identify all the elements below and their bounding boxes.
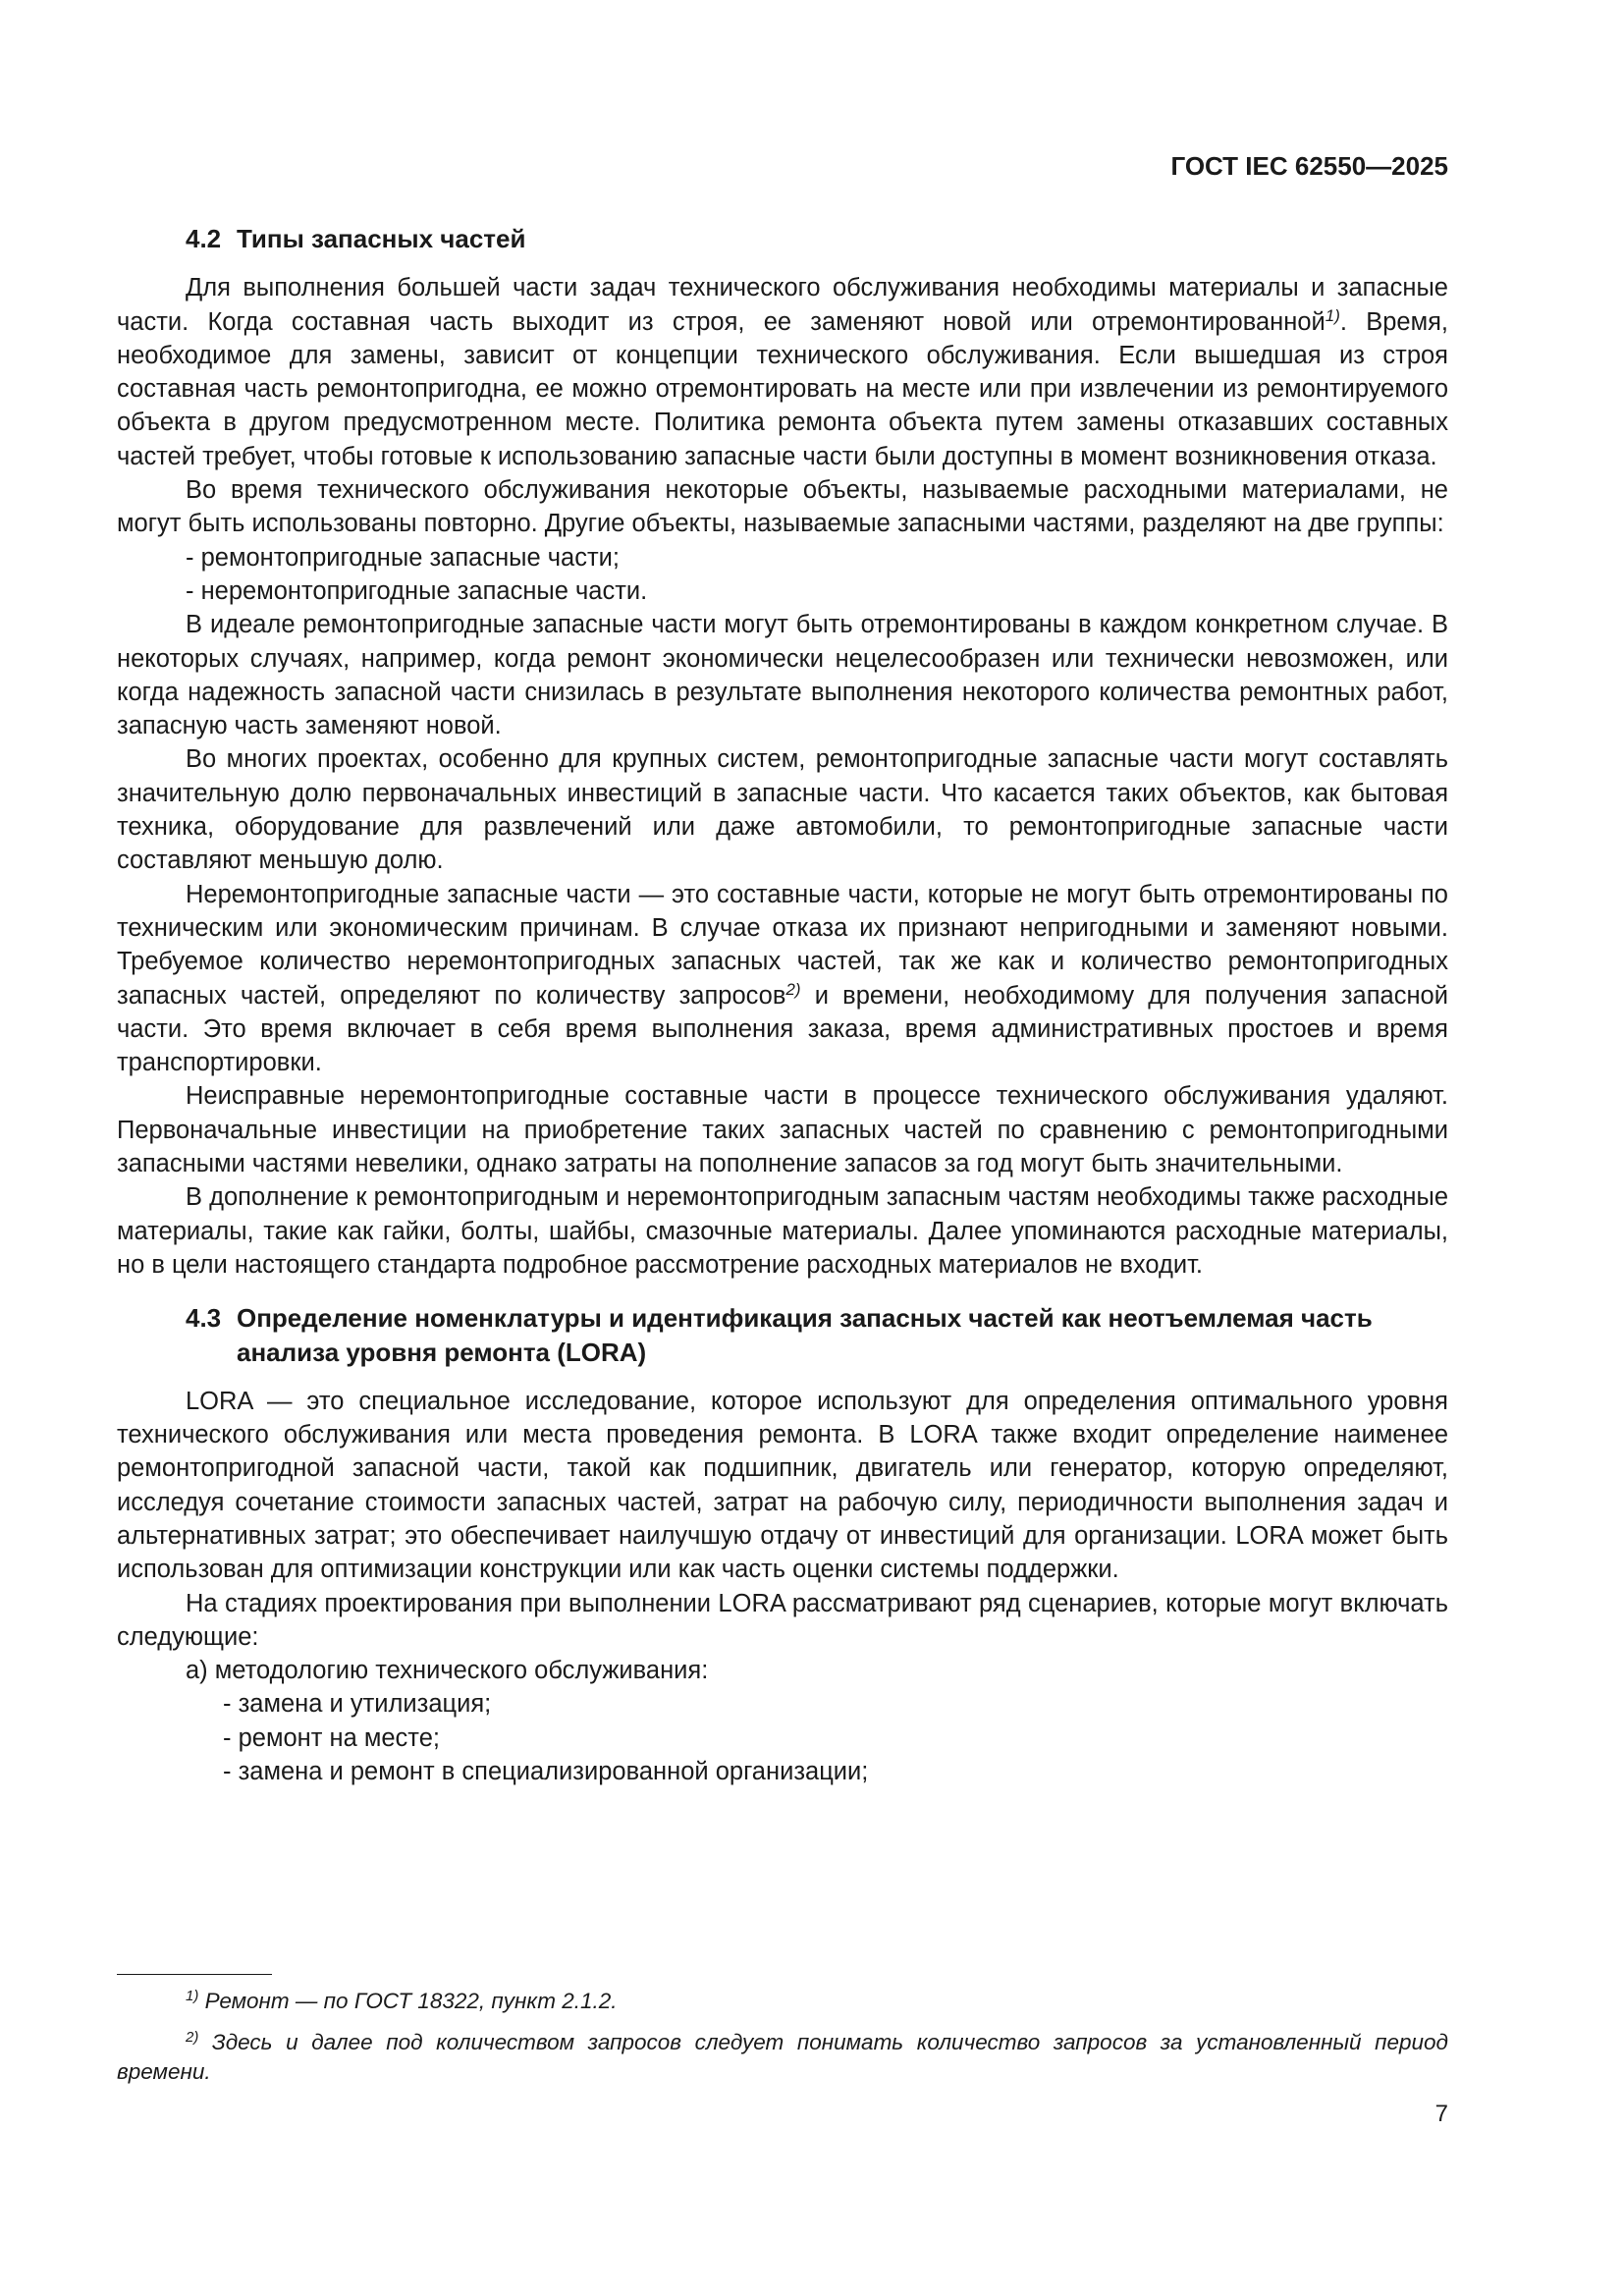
paragraph: Неисправные неремонтопригодные составные части в процессе технического обслуживания удаляют. Первоначальные инвестиции на приобретение таких запасных частей по сравнению с ремонтопригодными запасными частями невелики, однако затраты на пополнение запасов за год могут быть значительными. <box>117 1082 1448 1178</box>
paragraph: Неремонтопригодные запасные части — это составные части, которые не могут быть отремонтированы по техническим или экономическим причинам. В случае отказа их признают непригодными и заменяют новыми. Требуемое количество неремонтопригодных запасных частей, так же как и количество ремонтопригодных запасных частей, определяют по количеству запросов$^{2)}$ и времени, необходимому для получения запасной части. Это время включает в себя время выполнения заказа, время административных простоев и время транспортировки. <box>117 880 1448 1077</box>
dash-sublist <box>117 1687 1448 1788</box>
paragraph: LORA — это специальное исследование, которое используют для определения оптимального уровня технического обслуживания или места проведения ремонта. В LORA также входит определение наименее ремонтопригодной запасной части, такой как подшипник, двигатель или генератор, которую определяют, исследуя сочетание стоимости запасных частей, затрат на рабочую силу, периодичности выполнения задач и альтернативных затрат; это обеспечивает наилучшую отдачу от инвестиций для организации. LORA может быть использован для оптимизации конструкции или как часть оценки системы поддержки. <box>117 1387 1448 1584</box>
list-item: - неремонтопригодные запасные части. <box>186 576 648 605</box>
list-item: - ремонтопригодные запасные части; <box>186 543 620 572</box>
page-content <box>117 222 1448 1788</box>
footnote-2: $^{2)}$ Здесь и далее под количеством запросов следует понимать количество запросов за установленный период времени. <box>117 2029 1448 2084</box>
paragraph: В дополнение к ремонтопригодным и неремонтопригодным запасным частям необходимы также расходные материалы, такие как гайки, болты, шайбы, смазочные материалы. Далее упоминаются расходные материалы, но в цели настоящего стандарта подробное рассмотрение расходных материалов не входит. <box>117 1183 1448 1279</box>
section-number: 4.2 <box>186 224 222 253</box>
dash-list <box>117 541 1448 609</box>
section-title: Типы запасных частей <box>237 224 526 253</box>
footnote-1: $^{1)}$ Ремонт — по ГОСТ 18322, пункт 2.1.2. <box>186 1988 618 2013</box>
section-heading-4-2 <box>117 222 1448 255</box>
list-item: - ремонт на месте; <box>223 1723 440 1752</box>
paragraph: Для выполнения большей части задач технического обслуживания необходимы материалы и запасные части. Когда составная часть выходит из строя, ее заменяют новой или отремонтированной$^{1)}$. Время, необходимое для замены, зависит от концепции технического обслуживания. Если вышедшая из строя составная часть ремонтопригодна, ее можно отремонтировать на месте или при извлечении из ремонтируемого объекта в другом предусмотренном месте. Политика ремонта объекта путем замены отказавших составных частей требует, чтобы готовые к использованию запасные части были доступны в момент возникновения отказа. <box>117 274 1449 470</box>
footnote-ref: 2) <box>785 979 801 999</box>
page-number: 7 <box>1434 2101 1448 2127</box>
list-item: - замена и ремонт в специализированной организации; <box>223 1758 869 1786</box>
document-header: ГОСТ IEC 62550—2025 <box>1170 151 1448 181</box>
footnote-ref: 1) <box>1325 305 1340 325</box>
section-title: Определение номенклатуры и идентификация запасных частей как неотъемлемая часть анализа уровня ремонта (LORA) <box>237 1303 1373 1367</box>
section-heading-4-3 <box>117 1301 1448 1369</box>
paragraph: Во время технического обслуживания некоторые объекты, называемые расходными материалами, не могут быть использованы повторно. Другие объекты, называемые запасными частями, разделяют на две группы: <box>117 476 1448 538</box>
section-number: 4.3 <box>186 1303 222 1334</box>
footnotes <box>117 1987 1448 2087</box>
list-item: - замена и утилизация; <box>223 1690 492 1719</box>
footnote-mark: 1) <box>186 1988 199 2004</box>
list-item: а) методологию технического обслуживания: <box>186 1657 709 1685</box>
paragraph: Во многих проектах, особенно для крупных систем, ремонтопригодные запасные части могут составлять значительную долю первоначальных инвестиций в запасные части. Что касается таких объектов, как бытовая техника, оборудование для развлечений или даже автомобили, то ремонтопригодные запасные части составляют меньшую долю. <box>117 745 1448 875</box>
alpha-list <box>117 1654 1448 1687</box>
footnote-mark: 2) <box>186 2029 199 2046</box>
paragraph: В идеале ремонтопригодные запасные части могут быть отремонтированы в каждом конкретном случае. В некоторых случаях, например, когда ремонт экономически нецелесообразен или технически невозможен, или когда надежность запасной части снизилась в результате выполнения некоторого количества ремонтных работ, запасную часть заменяют новой. <box>117 611 1448 740</box>
paragraph: На стадиях проектирования при выполнении LORA рассматривают ряд сценариев, которые могут включать следующие: <box>117 1589 1448 1651</box>
footnote-divider <box>117 1974 272 1975</box>
